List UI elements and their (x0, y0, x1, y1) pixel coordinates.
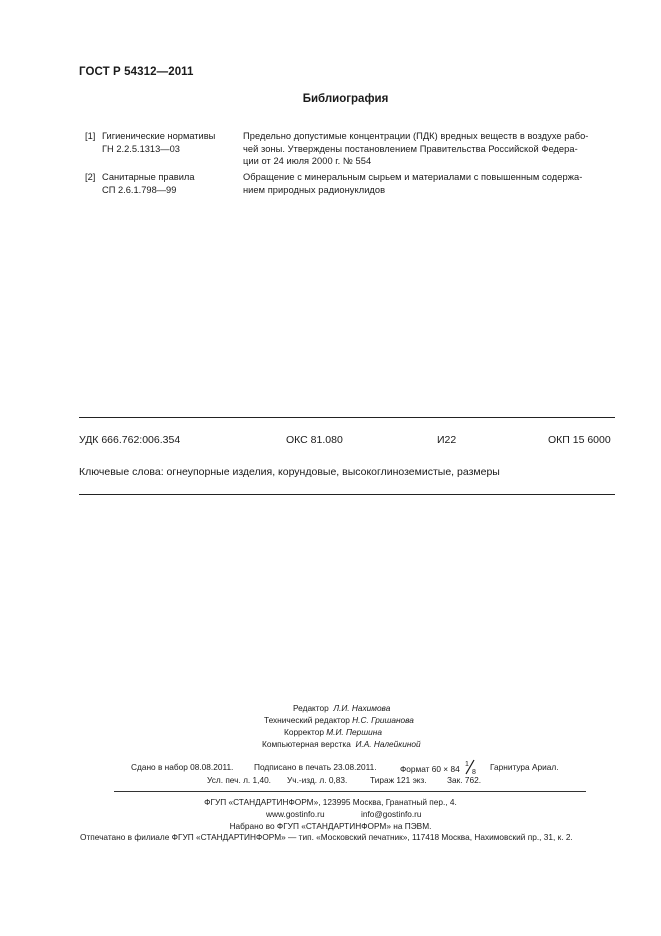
layout-line (262, 739, 421, 749)
divider (79, 417, 615, 418)
ref-description-line: чей зоны. Утверждены постановлением Правительства Российской Федера- (243, 143, 578, 154)
website-link[interactable]: www.gostinfo.ru (266, 809, 325, 819)
ref-source-line: СП 2.6.1.798—99 (102, 184, 177, 195)
tech-editor-label: Технический редактор (264, 715, 350, 725)
typeset-date: Сдано в набор 08.08.2011. (131, 762, 234, 772)
fraction-numerator: 1 (465, 761, 469, 768)
print-run: Тираж 121 экз. (370, 775, 427, 785)
format (400, 762, 478, 774)
typeface: Гарнитура Ариал. (490, 762, 559, 772)
layout-label: Компьютерная верстка (262, 739, 351, 749)
ref-source-line: Санитарные правила (102, 172, 195, 182)
editor-line (293, 703, 390, 713)
ref-description-line: Предельно допустимые концентрации (ПДК) вредных веществ в воздухе рабо- (243, 131, 589, 141)
divider (79, 494, 615, 495)
udk-code: УДК 666.762:006.354 (79, 434, 181, 446)
ref-number: [2] (85, 172, 96, 182)
corrector-label: Корректор (284, 727, 324, 737)
editor-name: Л.И. Нахимова (333, 703, 391, 713)
fraction-denominator: 8 (472, 769, 476, 775)
ref-source (102, 171, 194, 196)
ref-description (243, 130, 615, 168)
signed-date: Подписано в печать 23.08.2011. (254, 762, 377, 772)
publisher-address: ФГУП «СТАНДАРТИНФОРМ», 123995 Москва, Гранатный пер., 4. (204, 797, 457, 807)
ref-source-line: ГН 2.2.5.1313—03 (102, 143, 180, 154)
format-fraction (462, 762, 478, 774)
group-code: И22 (437, 434, 457, 446)
layout-name: И.А. Налейкиной (355, 739, 421, 749)
ref-source-line: Гигиенические нормативы (102, 131, 216, 141)
corrector-line (284, 727, 382, 737)
publisher-sheets: Уч.-изд. л. 0,83. (287, 775, 348, 785)
print-sheets: Усл. печ. л. 1,40. (207, 775, 271, 785)
ref-description-line: нием природных радионуклидов (243, 184, 386, 195)
okp-code: ОКП 15 6000 (548, 434, 611, 446)
bibliography-title: Библиография (302, 93, 389, 105)
order-number: Зак. 762. (447, 775, 482, 785)
ref-description-line: ции от 24 июля 2000 г. № 554 (243, 156, 372, 166)
keywords: Ключевые слова: огнеупорные изделия, корундовые, высокоглиноземистые, размеры (79, 466, 500, 478)
typeset-note: Набрано во ФГУП «СТАНДАРТИНФОРМ» на ПЭВМ. (229, 821, 432, 831)
tech-editor-name: Н.С. Гришанова (352, 715, 414, 725)
editor-label: Редактор (293, 703, 329, 713)
fraction-slash-icon (462, 759, 478, 775)
oks-code: ОКС 81.080 (286, 434, 343, 446)
ref-description-line: Обращение с минеральным сырьем и материалами с повышенным содержа- (243, 172, 583, 182)
ref-number: [1] (85, 131, 96, 141)
format-text: Формат 60 × 84 (400, 764, 460, 774)
document-code: ГОСТ Р 54312—2011 (79, 66, 194, 78)
corrector-name: М.И. Першина (326, 727, 382, 737)
divider (114, 791, 586, 792)
tech-editor-line (264, 715, 414, 725)
email-link[interactable]: info@gostinfo.ru (361, 809, 422, 819)
ref-source (102, 130, 215, 155)
printing-house: Отпечатано в филиале ФГУП «СТАНДАРТИНФОРМ» — тип. «Московский печатник», 117418 Москва, Нахимовский пр., 31, к. 2. (80, 832, 573, 842)
ref-description (243, 171, 615, 196)
